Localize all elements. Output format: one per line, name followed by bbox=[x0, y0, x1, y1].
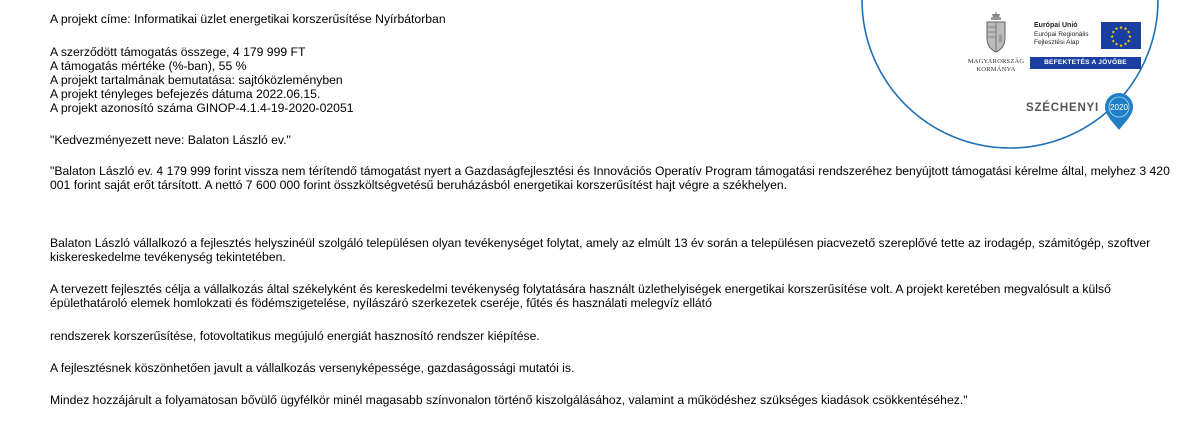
eu-flag-icon bbox=[1101, 22, 1141, 49]
svg-text:★: ★ bbox=[1114, 42, 1119, 48]
paragraph-4: rendszerek korszerűsítése, fotovoltatikus megújuló energiát hasznosító rendszer kiépítése. bbox=[50, 329, 540, 343]
svg-text:★: ★ bbox=[1123, 42, 1128, 48]
paragraph-6: Mindez hozzájárult a folyamatosan bővülő ügyfélkör minél magasabb színvonalon történő kiszolgálásához, valamint a működéshez szükséges kiadások csökkentéséhez." bbox=[50, 393, 968, 407]
eu-fund-text: Európai Unió Európai Regionális Fejlesztési Alap bbox=[1034, 22, 1089, 46]
government-logo-text: MAGYARORSZÁG KORMÁNYA bbox=[967, 58, 1025, 73]
svg-text:★: ★ bbox=[1126, 30, 1131, 36]
szechenyi-2020-pin-icon bbox=[1102, 91, 1136, 131]
detail-completion: A projekt tényleges befejezés dátuma 2022.06.15. bbox=[50, 87, 321, 101]
detail-amount: A szerződött támogatás összege, 4 179 999 FT bbox=[50, 45, 306, 59]
detail-rate: A támogatás mértéke (%-ban), 55 % bbox=[50, 59, 247, 73]
invest-in-future-banner: BEFEKTETÉS A JÖVŐBE bbox=[1030, 57, 1141, 69]
svg-text:★: ★ bbox=[1123, 27, 1128, 33]
paragraph-3: A tervezett fejlesztés célja a vállalkozás által székelyként és kereskedelmi tevékenység folytatására használt üzlethelyiségek energetikai korszerűsítése volt. A projekt keretében megvalósult a külső épülethatároló elemek homlokzati és födémszigetelése, nyílászáró szerkezetek cseréje, fűtés és használati melegvíz ellátó bbox=[50, 282, 1111, 311]
svg-text:★: ★ bbox=[1111, 30, 1116, 36]
svg-text:★: ★ bbox=[1118, 26, 1124, 31]
detail-content: A projekt tartalmának bemutatása: sajtóközleményben bbox=[50, 73, 343, 87]
svg-text:2020: 2020 bbox=[1110, 103, 1128, 112]
svg-text:★: ★ bbox=[1126, 39, 1131, 45]
paragraph-2: Balaton László vállalkozó a fejlesztés helyszinéül szolgáló településen olyan tevékenységet folytat, amely az elmúlt 13 év során a településen piacvezető szereplővé tette az irodagép, számitógép, szoftver kiskereskedelme tevékenység tekintetében. bbox=[50, 236, 1151, 265]
svg-text:★: ★ bbox=[1114, 27, 1119, 33]
beneficiary-name: "Kedvezményezett neve: Balaton László ev." bbox=[50, 133, 291, 147]
svg-text:★: ★ bbox=[1111, 39, 1116, 45]
szechenyi-logo-text: SZÉCHENYI bbox=[1026, 102, 1100, 114]
svg-text:★: ★ bbox=[1127, 34, 1132, 40]
detail-id: A projekt azonosító száma GINOP-4.1.4-19-2020-02051 bbox=[50, 101, 354, 115]
svg-text:★: ★ bbox=[1110, 34, 1115, 40]
paragraph-1: "Balaton László ev. 4 179 999 forint vissza nem térítendő támogatást nyert a Gazdaságfejlesztési és Innovációs Operatív Program támogatási rendszeréhez benyújtott támogatási kérelme által, melyhez 3 420 001 forint saját erőt társított. A nettó 7 600 000 forint összköltségvetésű beruházásból energetikai korszerűsítést hajt végre a székhelyen. bbox=[50, 164, 1170, 193]
project-title: A projekt címe: Informatikai üzlet energetikai korszerűsítése Nyírbátorban bbox=[50, 12, 446, 26]
hungarian-coat-of-arms-icon bbox=[983, 12, 1009, 54]
svg-text:★: ★ bbox=[1118, 43, 1124, 49]
paragraph-5: A fejlesztésnek köszönhetően javult a vállalkozás versenyképessége, gazdaságossági mutatói is. bbox=[50, 361, 575, 375]
